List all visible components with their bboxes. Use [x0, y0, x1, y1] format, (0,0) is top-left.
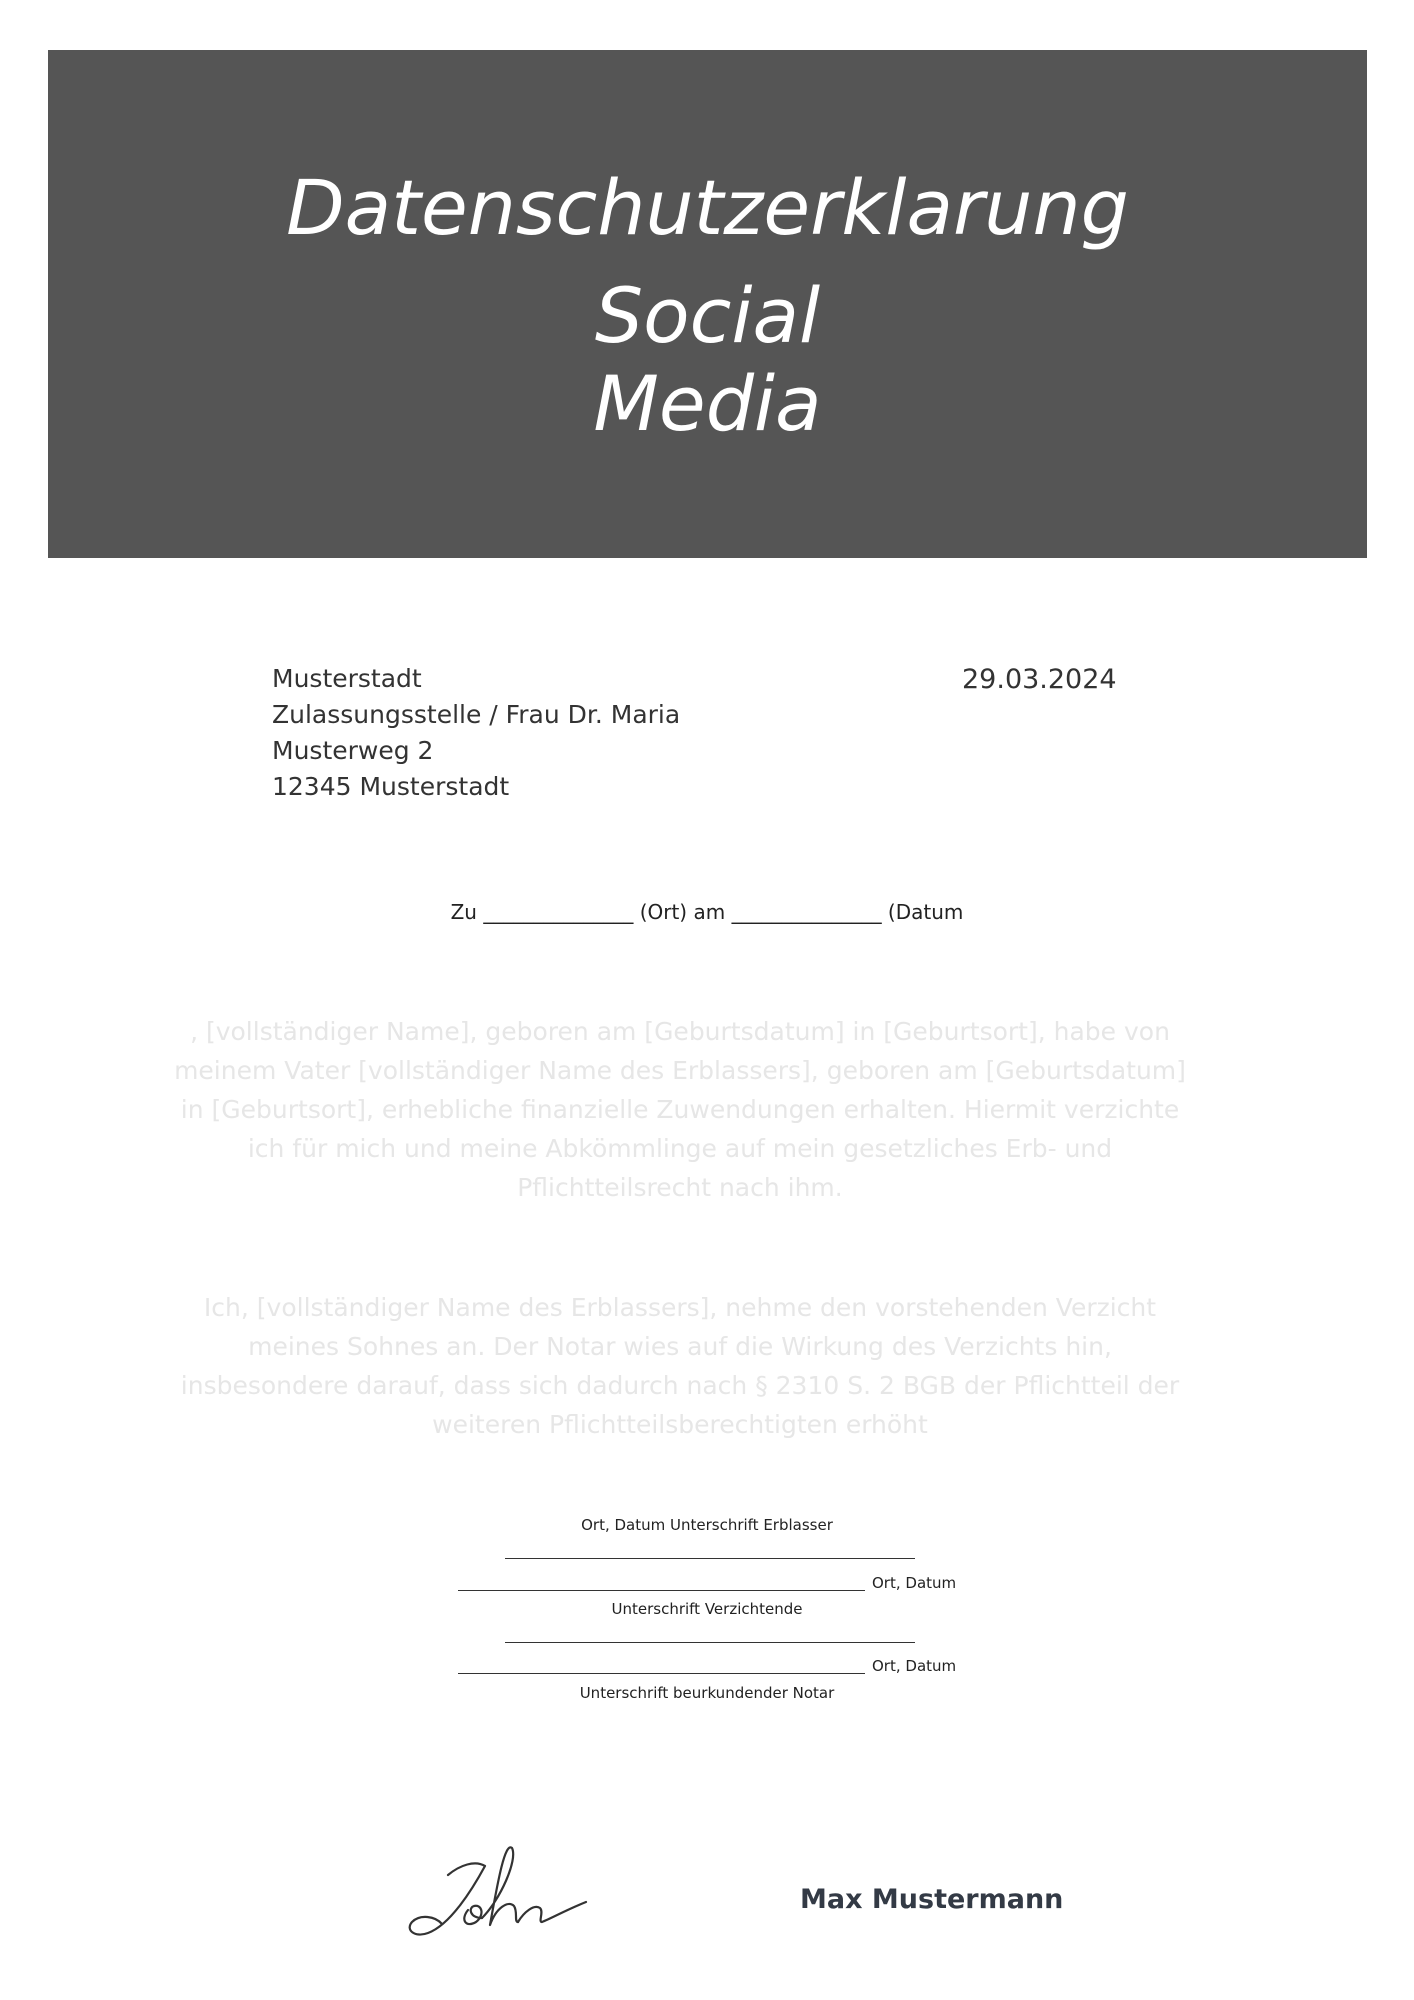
body-paragraph-2: Ich, [vollständiger Name des Erblassers], nehme den vorstehenden Verzicht meines Sohnes an. Der Notar wies auf die Wirkung des Verzichts hin, insbesondere darauf, dass sich dadurch nach § 2310 S. 2 BGB der Pflichtteil der weiteren Pflichtteilsberechtigten erhöht	[180, 1293, 1180, 1439]
title-line-2: Social	[594, 271, 821, 360]
signer-name: Max Mustermann	[800, 1884, 1064, 1915]
header-band	[48, 50, 1367, 558]
address-line-2: Zulassungsstelle / Frau Dr. Maria	[272, 700, 681, 729]
address-line-4: 12345 Musterstadt	[272, 772, 510, 801]
title-line-3: Media	[593, 359, 822, 448]
title-line-1: Datenschutzerklarung	[286, 163, 1129, 252]
signature-label-verzichtende: Unterschrift Verzichtende	[611, 1600, 803, 1618]
ort-datum-label-1: Ort, Datum	[872, 1574, 957, 1592]
address-line-3: Musterweg 2	[272, 736, 434, 765]
address-line-1: Musterstadt	[272, 664, 422, 693]
signature-rule-1a	[505, 1558, 915, 1559]
handwritten-signature	[390, 1830, 600, 1950]
body-paragraph-1: , [vollständiger Name], geboren am [Geburtsdatum] in [Geburtsort], habe von meinem Vater [vollständiger Name des Erblassers], geboren am [Geburtsdatum] in [Geburtsort], erhebliche finanzielle Zuwendungen erhalten. Hiermit verzichte ich für mich und meine Abkömmlinge auf mein gesetzliches Erb- und Pflichtteilsrecht nach ihm.	[174, 1017, 1186, 1202]
signature-label-erblasser: Ort, Datum Unterschrift Erblasser	[581, 1516, 833, 1534]
signature-rule-2b	[458, 1673, 865, 1674]
letter-date: 29.03.2024	[962, 664, 1117, 695]
recipient-address	[272, 661, 680, 805]
signature-rule-1b	[458, 1590, 865, 1591]
signature-rule-2a	[505, 1642, 915, 1643]
place-date-line: Zu _______________ (Ort) am _______________ (Datum	[450, 900, 964, 924]
signature-label-notar: Unterschrift beurkundender Notar	[579, 1684, 835, 1702]
ort-datum-label-2: Ort, Datum	[872, 1657, 957, 1675]
